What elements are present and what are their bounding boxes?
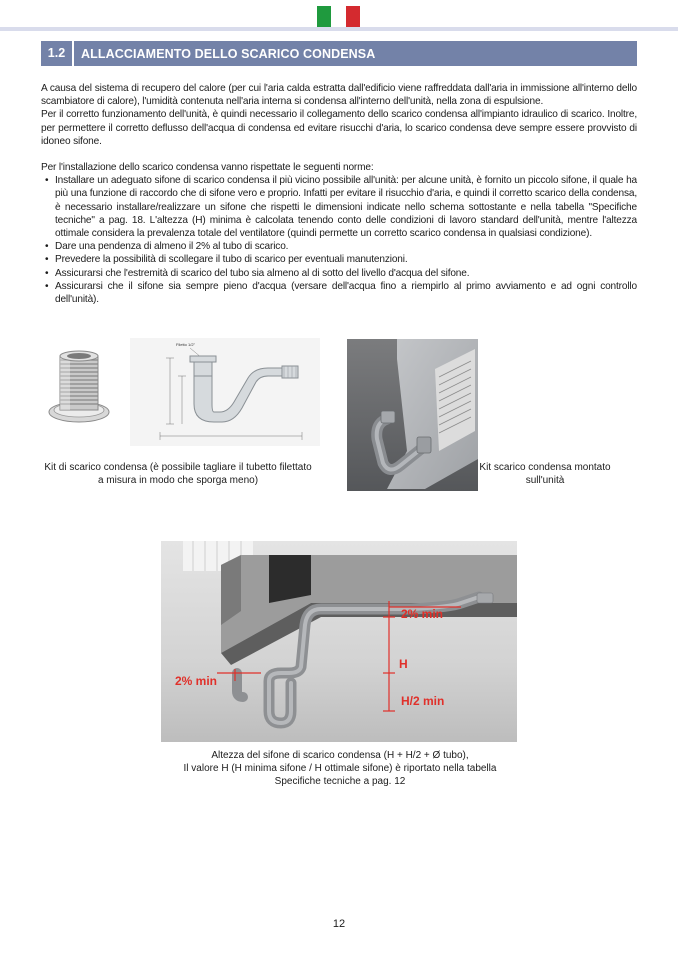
label-slope-top: 2% min — [401, 607, 444, 621]
intro-paragraph-1: A causa del sistema di recupero del calore (per cui l'aria calda estratta dall'edificio viene raffreddata dall'aria in immissione all'interno dello scambiatore di calore), l'umidità contenuta nell'aria interna si condensa all'interno dell'unità, nella zona di espulsione. — [41, 83, 637, 108]
section-number: 1.2 — [41, 41, 74, 66]
threaded-tube-photo — [46, 348, 112, 424]
mounted-caption — [470, 461, 620, 487]
body-text — [41, 82, 637, 306]
rule-item: • Assicurarsi che il sifone sia sempre pieno d'acqua (versare dell'acqua fino a riempirlo al primo avviamento e ad ogni controllo dell'unità). — [45, 280, 637, 306]
flag-red-stripe — [346, 6, 360, 27]
mounted-kit-photo — [347, 339, 478, 491]
mounted-caption-line-2: sull'unità — [525, 475, 565, 486]
rule-item: • Assicurarsi che l'estremità di scarico del tubo sia almeno al di sotto del livello d'acqua del sifone. — [45, 267, 637, 280]
diagram-caption-line-1: Altezza del sifone di scarico condensa (H + H/2 + Ø tubo), — [211, 750, 469, 761]
flag-green-stripe — [317, 6, 331, 27]
diagram-caption-line-2: Il valore H (H minima sifone / H ottimale sifone) è riportato nella tabella — [183, 763, 497, 774]
intro-paragraph-2: Per il corretto funzionamento dell'unità, è quindi necessario il collegamento dello scarico condensa all'impianto idraulico di scarico. Inoltre, per permettere il corretto deflusso dell'acqua di condensa ed evitare risucchi d'aria, lo scarico condensa deve sempre essere provvisto di idoneo sifone. — [41, 109, 637, 147]
kit-caption-line-1: Kit di scarico condensa (è possibile tagliare il tubetto filettato — [44, 462, 312, 473]
diagram-caption-line-3: Specifiche tecniche a pag. 12 — [274, 776, 406, 787]
mounted-caption-line-1: Kit scarico condensa montato — [479, 462, 611, 473]
siphon-technical-drawing — [130, 338, 320, 446]
italian-flag-icon — [317, 6, 360, 27]
kit-caption — [18, 461, 338, 487]
diagram-caption — [120, 749, 560, 788]
label-half-height: H/2 min — [401, 694, 445, 708]
section-header — [41, 41, 637, 66]
rules-intro: Per l'installazione dello scarico condensa vanno rispettate le seguenti norme: — [41, 162, 374, 174]
rule-item: • Prevedere la possibilità di scollegare il tubo di scarico per eventuali manutenzioni. — [45, 253, 637, 266]
label-slope-left: 2% min — [175, 674, 218, 688]
rule-item: • Installare un adeguato sifone di scarico condensa il più vicino possibile all'unità: per alcune unità, è fornito un piccolo sifone, il quale ha più una funzione di raccordo che di sifone vero e proprio. Infatti per evitare il risucchio d'aria, e quindi il corretto scarico della condensa, è necessario installare/realizzare un sifone che rispetti le dimensioni indicate nello schema sottostante e nella tabella "Specifiche tecniche" a pag. 18. L'altezza (H) minima è calcolata tenendo conto delle condizioni di lavoro standard dell'unità, mentre l'altezza ottimale considera la prevalenza totale del ventilatore (quindi permette un corretto scarico condensa in qualsiasi condizione). — [45, 174, 637, 240]
header-rule — [0, 27, 678, 31]
kit-caption-line-2: a misura in modo che sporga meno) — [97, 475, 259, 486]
rules-list — [41, 174, 637, 306]
label-height-h: H — [399, 657, 408, 671]
drawing-thread-label: Filetto 1/2" — [176, 342, 195, 347]
siphon-installation-diagram — [161, 541, 517, 742]
rule-item: • Dare una pendenza di almeno il 2% al tubo di scarico. — [45, 240, 637, 253]
flag-white-stripe — [331, 6, 345, 27]
section-title: ALLACCIAMENTO DELLO SCARICO CONDENSA — [81, 46, 376, 61]
page-number: 12 — [332, 918, 346, 930]
